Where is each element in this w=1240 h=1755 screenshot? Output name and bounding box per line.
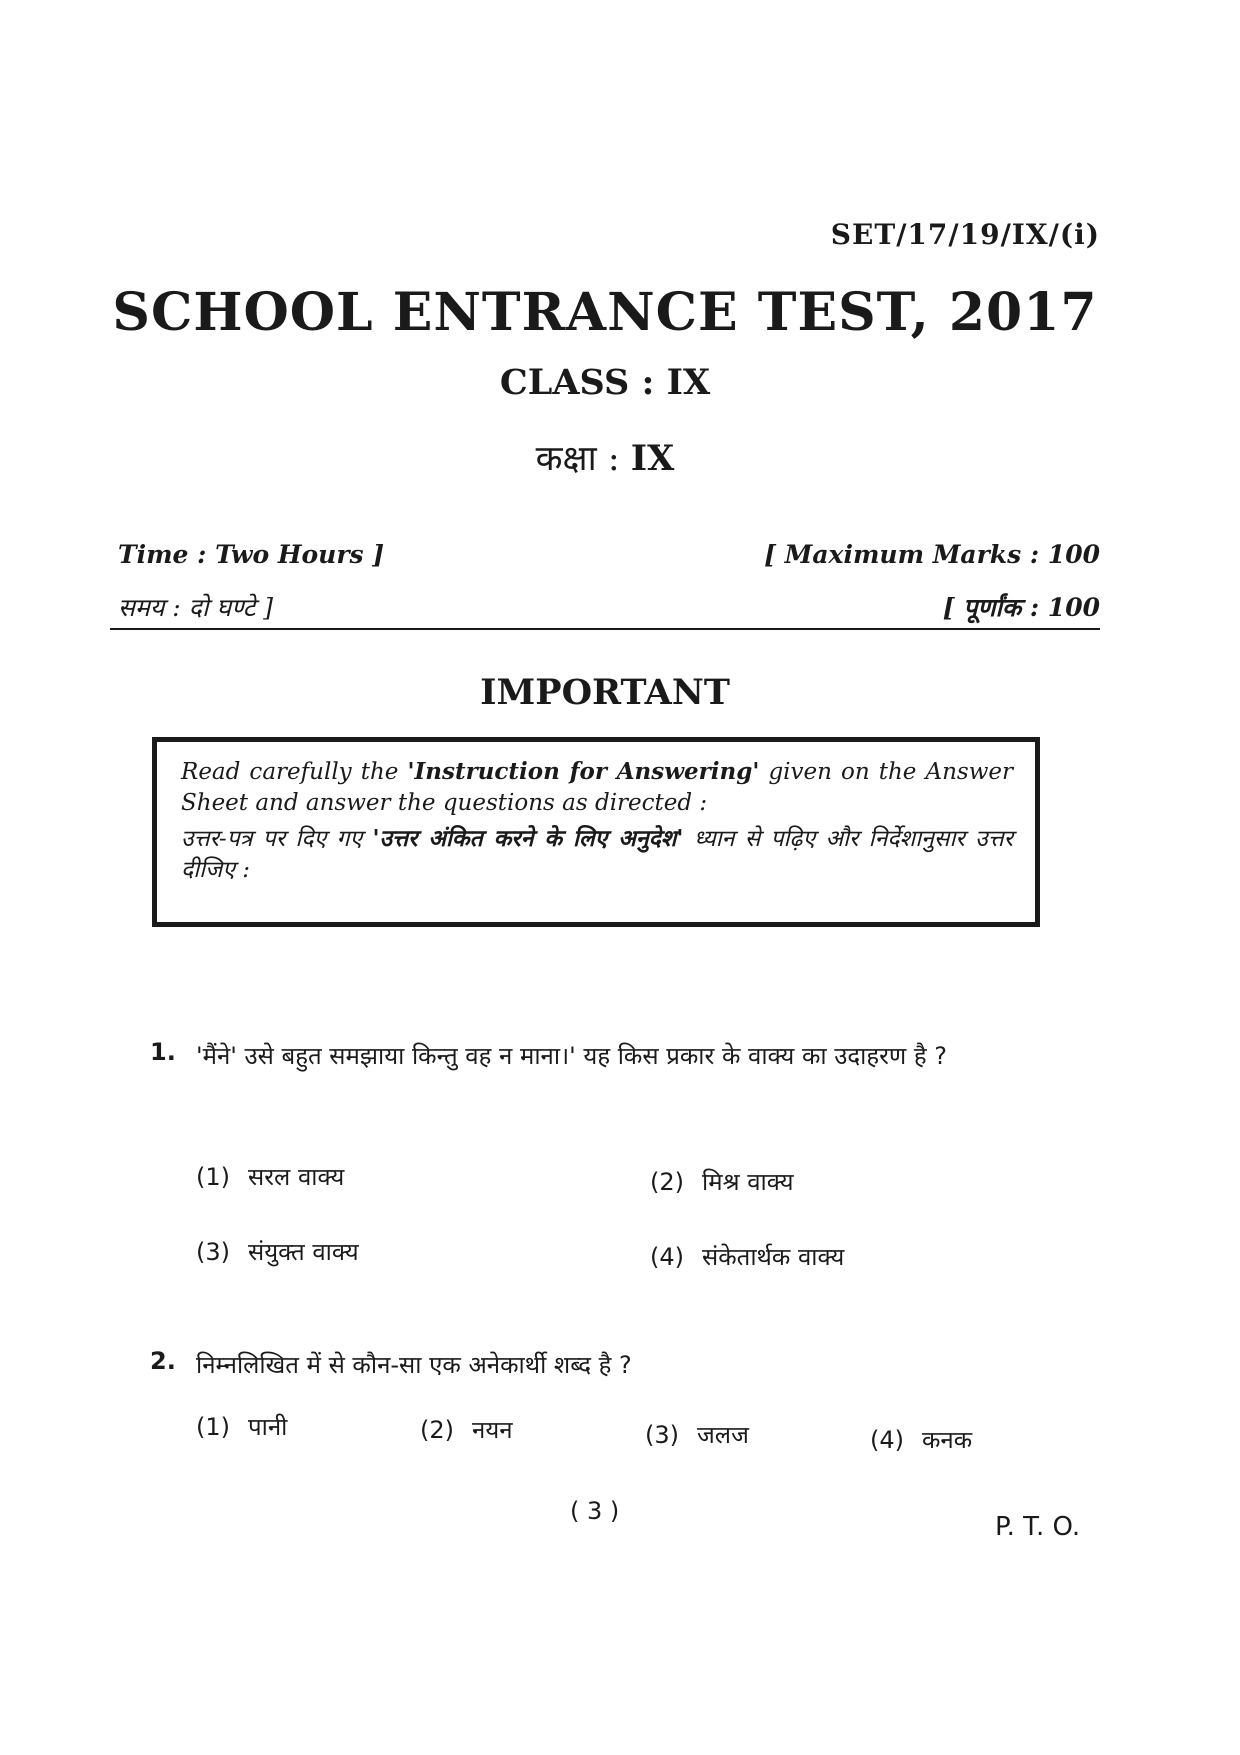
question-1-option-2 [650,1165,794,1198]
option-number: (4) [650,1243,684,1271]
option-number: (3) [196,1238,230,1266]
instruction-english-post: given on the Answer Sheet and answer the questions as directed : [181,759,1013,816]
option-number: (1) [196,1163,230,1191]
class-hindi-label: कक्षा : [535,439,620,479]
question-2-option-2 [420,1413,513,1446]
important-heading: IMPORTANT [480,672,730,713]
class-english: CLASS : IX [499,362,711,403]
marks-hindi: [ पूर्णांक : 100 [942,593,1100,622]
set-code: SET/17/19/IX/(i) [830,218,1100,251]
instruction-hindi [181,823,1013,886]
option-number: (2) [420,1416,454,1444]
instruction-hindi-pre: उत्तर-पत्र पर दिए गए [181,826,373,852]
question-2-number: 2. [150,1347,176,1375]
question-2-option-3 [645,1418,749,1451]
option-text: सरल वाक्य [248,1163,345,1191]
class-hindi-value: IX [630,438,675,479]
class-hindi [0,434,1210,481]
question-2-option-1 [196,1410,287,1443]
option-text: संकेतार्थक वाक्य [702,1243,845,1271]
instruction-english-pre: Read carefully the [181,759,408,785]
instruction-english-bold: 'Instruction for Answering' [407,758,760,785]
instruction-hindi-post: ध्यान से पढ़िए और निर्देशानुसार उत्तर दीजिए : [181,826,1013,883]
option-text: पानी [248,1413,288,1441]
option-number: (4) [870,1426,904,1454]
question-2-text: निम्नलिखित में से कौन-सा एक अनेकार्थी शब्द है ? [196,1351,632,1379]
option-text: संयुक्त वाक्य [248,1238,359,1266]
question-2-option-4 [870,1423,972,1456]
option-text: कनक [922,1426,973,1454]
question-1-number: 1. [150,1038,176,1066]
question-1-option-3 [196,1235,359,1268]
option-text: मिश्र वाक्य [702,1168,794,1196]
header-divider [110,628,1100,630]
option-number: (1) [196,1413,230,1441]
option-text: नयन [472,1416,513,1444]
time-hindi: समय : दो घण्टे ] [118,593,274,622]
question-1-text: 'मैंने' उसे बहुत समझाया किन्तु वह न माना।' यह किस प्रकार के वाक्य का उदाहरण है ? [196,1042,947,1070]
page-title: SCHOOL ENTRANCE TEST, 2017 [112,282,1098,343]
instruction-english [181,756,1013,819]
page-number: ( 3 ) [570,1497,620,1525]
instruction-hindi-bold: 'उत्तर अंकित करने के लिए अनुदेश' [372,825,684,852]
option-number: (2) [650,1168,684,1196]
marks-english: [ Maximum Marks : 100 [764,540,1100,569]
question-1-option-1 [196,1160,344,1193]
option-number: (3) [645,1421,679,1449]
instruction-box [152,737,1040,927]
please-turn-over: P. T. O. [995,1512,1081,1542]
time-english: Time : Two Hours ] [118,540,385,569]
option-text: जलज [697,1421,749,1449]
question-1-option-4 [650,1240,844,1273]
